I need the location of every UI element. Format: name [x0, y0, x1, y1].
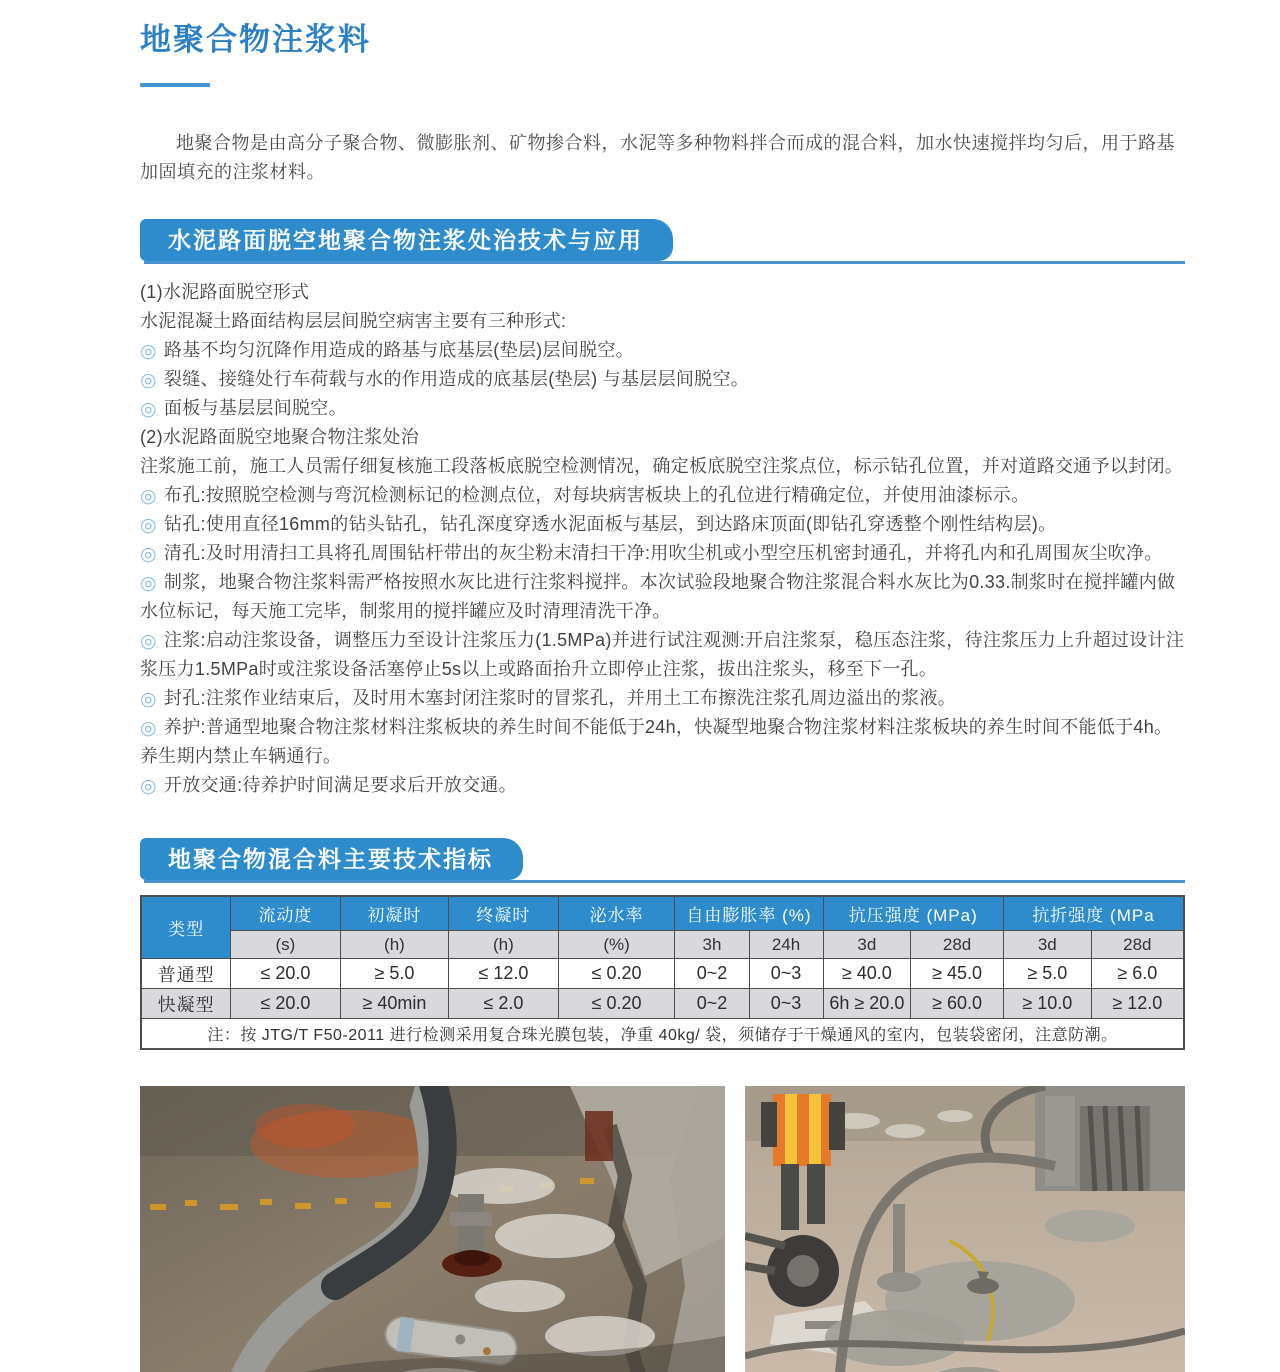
col-unit: (%)	[558, 931, 675, 959]
col-header-final-set: 终凝时	[449, 896, 559, 931]
cell: 0~2	[675, 989, 749, 1019]
ring-bullet-icon: ◎	[140, 370, 157, 391]
body-paragraph	[140, 423, 1185, 452]
col-header-flexural: 抗折强度 (MPa	[1003, 896, 1184, 931]
body-paragraph	[140, 684, 1185, 713]
col-header-free-expansion: 自由膨胀率 (%)	[675, 896, 823, 931]
cell: ≤ 12.0	[449, 959, 559, 989]
cell: ≥ 10.0	[1003, 989, 1091, 1019]
cell: ≥ 5.0	[1003, 959, 1091, 989]
paragraph-text: 布孔:按照脱空检测与弯沉检测标记的检测点位，对每块病害板块上的孔位进行精确定位，并使用油漆标示。	[163, 485, 1030, 505]
paragraph-text: 水泥混凝土路面结构层层间脱空病害主要有三种形式:	[140, 311, 567, 331]
paragraph-text: 养护:普通型地聚合物注浆材料注浆板块的养生时间不能低于24h，快凝型地聚合物注浆材料注浆板块的养生时间不能低于4h。养生期内禁止车辆通行。	[140, 717, 1173, 766]
cell: 6h ≥ 20.0	[823, 989, 911, 1019]
body-paragraph	[140, 713, 1185, 771]
body-paragraph	[140, 278, 1185, 307]
cell: ≥ 40min	[340, 989, 448, 1019]
table-row-rapid	[141, 989, 1184, 1019]
cell: 0~3	[749, 959, 823, 989]
title-underline	[140, 83, 210, 87]
table-note: 注：按 JTG/T F50-2011 进行检测采用复合珠光膜包装，净重 40kg/ 袋，须储存于干燥通风的室内，包装袋密闭，注意防潮。	[141, 1019, 1184, 1050]
paragraph-text: 开放交通:待养护时间满足要求后开放交通。	[163, 775, 517, 795]
section1-banner: 水泥路面脱空地聚合物注浆处治技术与应用	[140, 219, 673, 261]
cell: 0~2	[675, 959, 749, 989]
col-unit: (s)	[231, 931, 341, 959]
paragraph-text: 制浆，地聚合物注浆料需严格按照水灰比进行注浆料搅拌。本次试验段地聚合物注浆混合料水灰比为0.33.制浆时在搅拌罐内做水位标记，每天施工完毕，制浆用的搅拌罐应及时清理清洗干净。	[140, 572, 1176, 621]
section1-body	[140, 278, 1185, 800]
section2-banner: 地聚合物混合料主要技术指标	[140, 838, 523, 880]
col-sub: 28d	[1091, 931, 1184, 959]
banner-rule-line	[144, 261, 1185, 264]
body-paragraph	[140, 481, 1185, 510]
cell: ≥ 6.0	[1091, 959, 1184, 989]
ring-bullet-icon: ◎	[140, 689, 157, 710]
col-header-initial-set: 初凝时	[340, 896, 448, 931]
body-paragraph	[140, 539, 1185, 568]
body-paragraph	[140, 771, 1185, 800]
col-sub: 3d	[1003, 931, 1091, 959]
paragraph-text: 注浆:启动注浆设备，调整压力至设计注浆压力(1.5MPa)并进行试注观测:开启注浆泵，稳压态注浆，待注浆压力上升超过设计注浆压力1.5MPa时或注浆设备活塞停止5s以上或路面抬升立即停止注浆，拔出注浆头，移至下一孔。	[140, 630, 1185, 679]
cell: 0~3	[749, 989, 823, 1019]
col-unit: (h)	[340, 931, 448, 959]
ring-bullet-icon: ◎	[140, 399, 157, 420]
body-paragraph	[140, 452, 1185, 481]
page-title: 地聚合物注浆料	[140, 22, 371, 57]
body-paragraph	[140, 394, 1185, 423]
photo-row	[140, 1086, 1185, 1372]
body-paragraph	[140, 336, 1185, 365]
cell: ≤ 0.20	[558, 989, 675, 1019]
banner-rule-line	[144, 880, 1185, 883]
table-note-row	[141, 1019, 1184, 1050]
col-sub: 3d	[823, 931, 911, 959]
ring-bullet-icon: ◎	[140, 544, 157, 565]
section1-banner-row	[140, 219, 1185, 264]
cell: ≤ 2.0	[449, 989, 559, 1019]
row-type-label: 快凝型	[141, 989, 231, 1019]
paragraph-text: 路基不均匀沉降作用造成的路基与底基层(垫层)层间脱空。	[163, 340, 634, 360]
ring-bullet-icon: ◎	[140, 718, 157, 739]
col-header-compressive: 抗压强度 (MPa)	[823, 896, 1003, 931]
cell: ≥ 45.0	[911, 959, 1004, 989]
col-sub: 24h	[749, 931, 823, 959]
body-paragraph	[140, 568, 1185, 626]
cell: ≥ 40.0	[823, 959, 911, 989]
body-paragraph	[140, 365, 1185, 394]
paragraph-text: 钻孔:使用直径16mm的钻头钻孔，钻孔深度穿透水泥面板与基层，到达路床顶面(即钻孔穿透整个刚性结构层)。	[163, 514, 1057, 534]
paragraph-text: 面板与基层层间脱空。	[163, 398, 347, 418]
col-unit: (h)	[449, 931, 559, 959]
intro-paragraph: 地聚合物是由高分子聚合物、微膨胀剂、矿物掺合料，水泥等多种物料拌合而成的混合料，加水快速搅拌均匀后，用于路基加固填充的注浆材料。	[140, 133, 1175, 182]
col-header-bleeding: 泌水率	[558, 896, 675, 931]
row-type-label: 普通型	[141, 959, 231, 989]
cell: ≤ 20.0	[231, 959, 341, 989]
col-header-type: 类型	[141, 896, 231, 959]
body-paragraph	[140, 626, 1185, 684]
table-row-ordinary	[141, 959, 1184, 989]
cell: ≤ 0.20	[558, 959, 675, 989]
cell: ≥ 12.0	[1091, 989, 1184, 1019]
ring-bullet-icon: ◎	[140, 776, 157, 797]
ring-bullet-icon: ◎	[140, 573, 157, 594]
cell: ≤ 20.0	[231, 989, 341, 1019]
ring-bullet-icon: ◎	[140, 515, 157, 536]
paragraph-text: (2)水泥路面脱空地聚合物注浆处治	[140, 427, 420, 447]
body-paragraph	[140, 510, 1185, 539]
body-paragraph	[140, 307, 1185, 336]
col-sub: 28d	[911, 931, 1004, 959]
paragraph-text: (1)水泥路面脱空形式	[140, 282, 310, 302]
ring-bullet-icon: ◎	[140, 341, 157, 362]
spec-table	[140, 895, 1185, 1050]
col-header-fluidity: 流动度	[231, 896, 341, 931]
ring-bullet-icon: ◎	[140, 631, 157, 652]
section2-banner-row	[140, 838, 1185, 883]
cell: ≥ 60.0	[911, 989, 1004, 1019]
photo-grouting-port	[140, 1086, 725, 1372]
cell: ≥ 5.0	[340, 959, 448, 989]
paragraph-text: 注浆施工前，施工人员需仔细复核施工段落板底脱空检测情况，确定板底脱空注浆点位，标示钻孔位置，并对道路交通予以封闭。	[140, 456, 1184, 476]
paragraph-text: 封孔:注浆作业结束后，及时用木塞封闭注浆时的冒浆孔，并用土工布擦洗注浆孔周边溢出的浆液。	[163, 688, 957, 708]
ring-bullet-icon: ◎	[140, 486, 157, 507]
col-sub: 3h	[675, 931, 749, 959]
paragraph-text: 裂缝、接缝处行车荷载与水的作用造成的底基层(垫层) 与基层层间脱空。	[163, 369, 750, 389]
photo-grouting-site	[745, 1086, 1185, 1372]
paragraph-text: 清孔:及时用清扫工具将孔周围钻杆带出的灰尘粉末清扫干净:用吹尘机或小型空压机密封通孔，并将孔内和孔周围灰尘吹净。	[163, 543, 1163, 563]
